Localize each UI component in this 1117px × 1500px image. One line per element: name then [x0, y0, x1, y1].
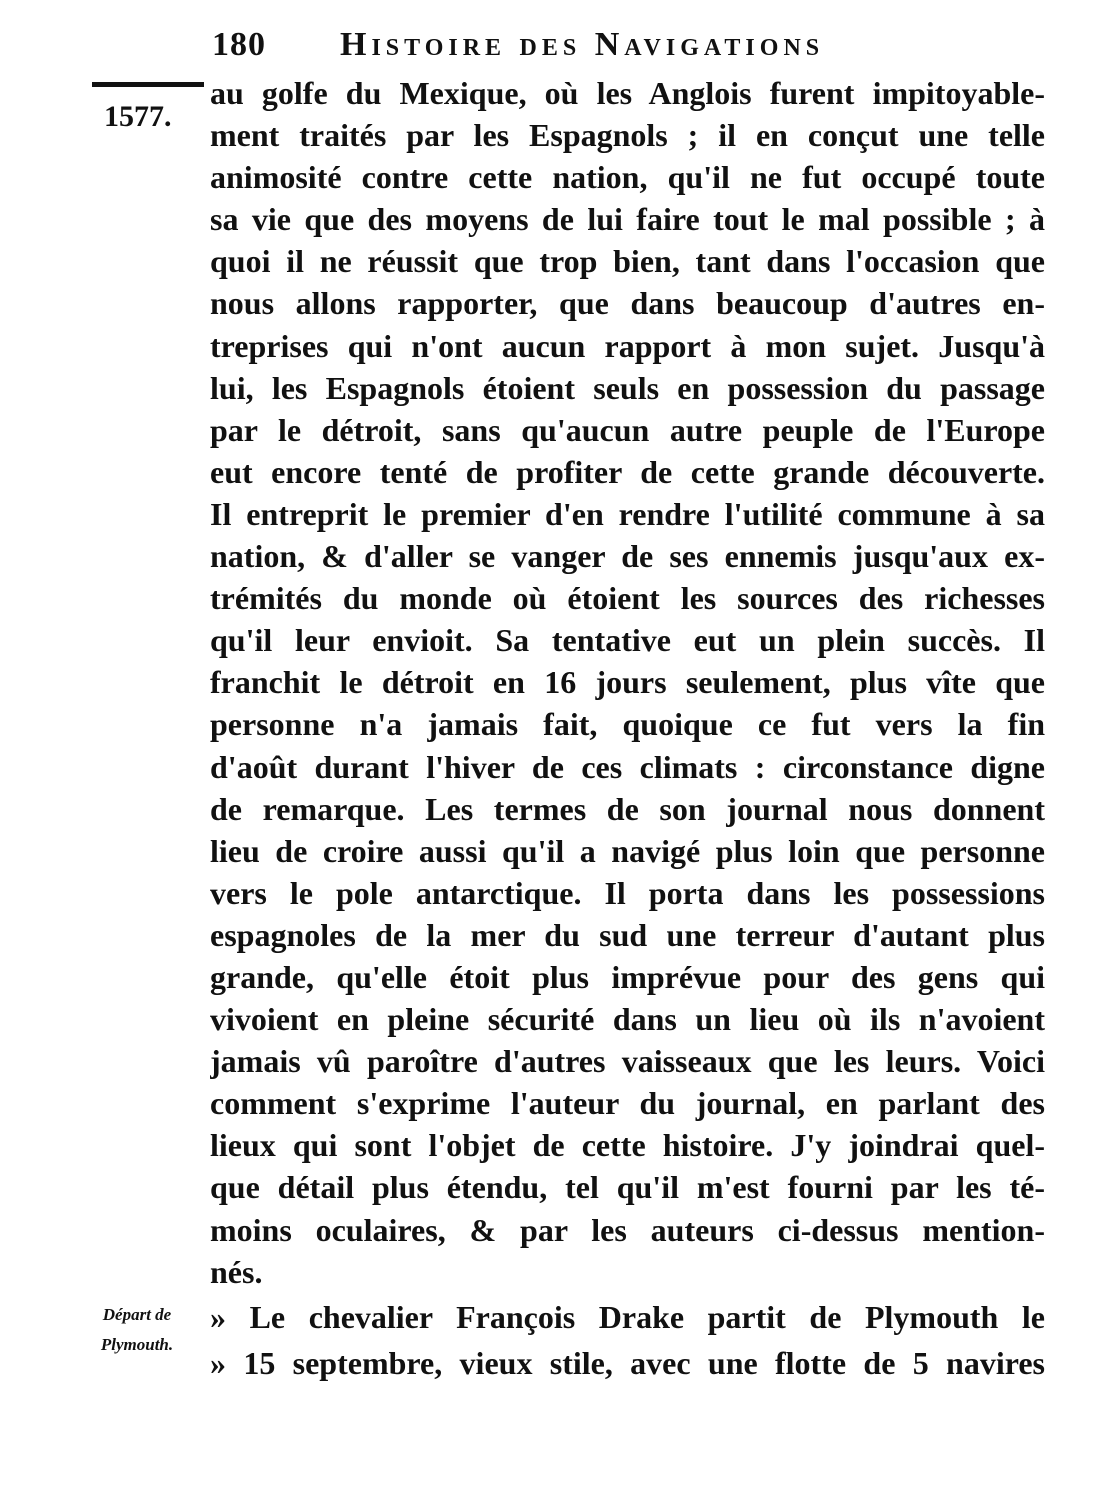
- text-line: nous allons rapporter, que dans beaucoup d'autres en-: [210, 285, 1045, 322]
- body-text: [210, 72, 1045, 1293]
- margin-rule: [92, 82, 204, 87]
- quote-line: » Le chevalier François Drake partit de Plymouth le: [210, 1299, 1045, 1335]
- text-line: lui, les Espagnols étoient seuls en possession du passage: [210, 369, 1045, 406]
- text-line: lieu de croire aussi qu'il a navigé plus loin que personne: [210, 832, 1045, 869]
- text-line: animosité contre cette nation, qu'il ne fut occupé toute: [210, 159, 1045, 196]
- text-line: comment s'exprime l'auteur du journal, en parlant des: [210, 1085, 1045, 1122]
- text-line: de remarque. Les termes de son journal nous donnent: [210, 790, 1045, 827]
- text-line: treprises qui n'ont aucun rapport à mon sujet. Jusqu'à: [210, 327, 1045, 364]
- text-line: nation, & d'aller se vanger de ses ennemis jusqu'aux ex-: [210, 538, 1045, 575]
- running-title: Histoire des Navigations: [340, 26, 825, 63]
- page-number: 180: [212, 26, 266, 63]
- quote-line: » 15 septembre, vieux stile, avec une flotte de 5 navires: [210, 1345, 1045, 1381]
- margin-note-line: Plymouth.: [100, 1335, 174, 1354]
- text-line: vivoient en pleine sécurité dans un lieu où ils n'avoient: [210, 1001, 1045, 1038]
- text-line: trémités du monde où étoient les sources des richesses: [210, 580, 1045, 617]
- margin-year: 1577.: [104, 100, 172, 133]
- text-line: lieux qui sont l'objet de cette histoire. J'y joindrai quel-: [210, 1127, 1045, 1164]
- text-line: par le détroit, sans qu'aucun autre peuple de l'Europe: [210, 411, 1045, 448]
- text-line: au golfe du Mexique, où les Anglois furent impitoyable-: [210, 75, 1045, 111]
- text-line: qu'il leur envioit. Sa tentative eut un plein succès. Il: [210, 622, 1045, 659]
- text-line: sa vie que des moyens de lui faire tout le mal possible ; à: [210, 201, 1045, 238]
- text-line: Il entreprit le premier d'en rendre l'utilité commune à sa: [210, 495, 1045, 532]
- text-line: eut encore tenté de profiter de cette grande découverte.: [210, 453, 1045, 490]
- text-line: franchit le détroit en 16 jours seulement, plus vîte que: [210, 664, 1045, 701]
- text-line: d'août durant l'hiver de ces climats : circonstance digne: [210, 748, 1045, 785]
- text-line: espagnoles de la mer du sud une terreur d'autant plus: [210, 916, 1045, 953]
- text-line: grande, qu'elle étoit plus imprévue pour des gens qui: [210, 958, 1045, 995]
- margin-note: [72, 1300, 202, 1360]
- text-line: nés.: [210, 1253, 263, 1290]
- quote-text: [210, 1294, 1045, 1386]
- text-line: moins oculaires, & par les auteurs ci-dessus mention-: [210, 1211, 1045, 1248]
- text-line: quoi il ne réussit que trop bien, tant dans l'occasion que: [210, 243, 1045, 280]
- text-line: ment traités par les Espagnols ; il en conçut une telle: [210, 117, 1045, 154]
- text-line: que détail plus étendu, tel qu'il m'est fourni par les té-: [210, 1169, 1045, 1206]
- margin-note-line: Départ de: [102, 1305, 172, 1324]
- text-line: jamais vû paroître d'autres vaisseaux que les leurs. Voici: [210, 1043, 1045, 1080]
- text-line: vers le pole antarctique. Il porta dans les possessions: [210, 874, 1045, 911]
- text-line: personne n'a jamais fait, quoique ce fut vers la fin: [210, 706, 1045, 743]
